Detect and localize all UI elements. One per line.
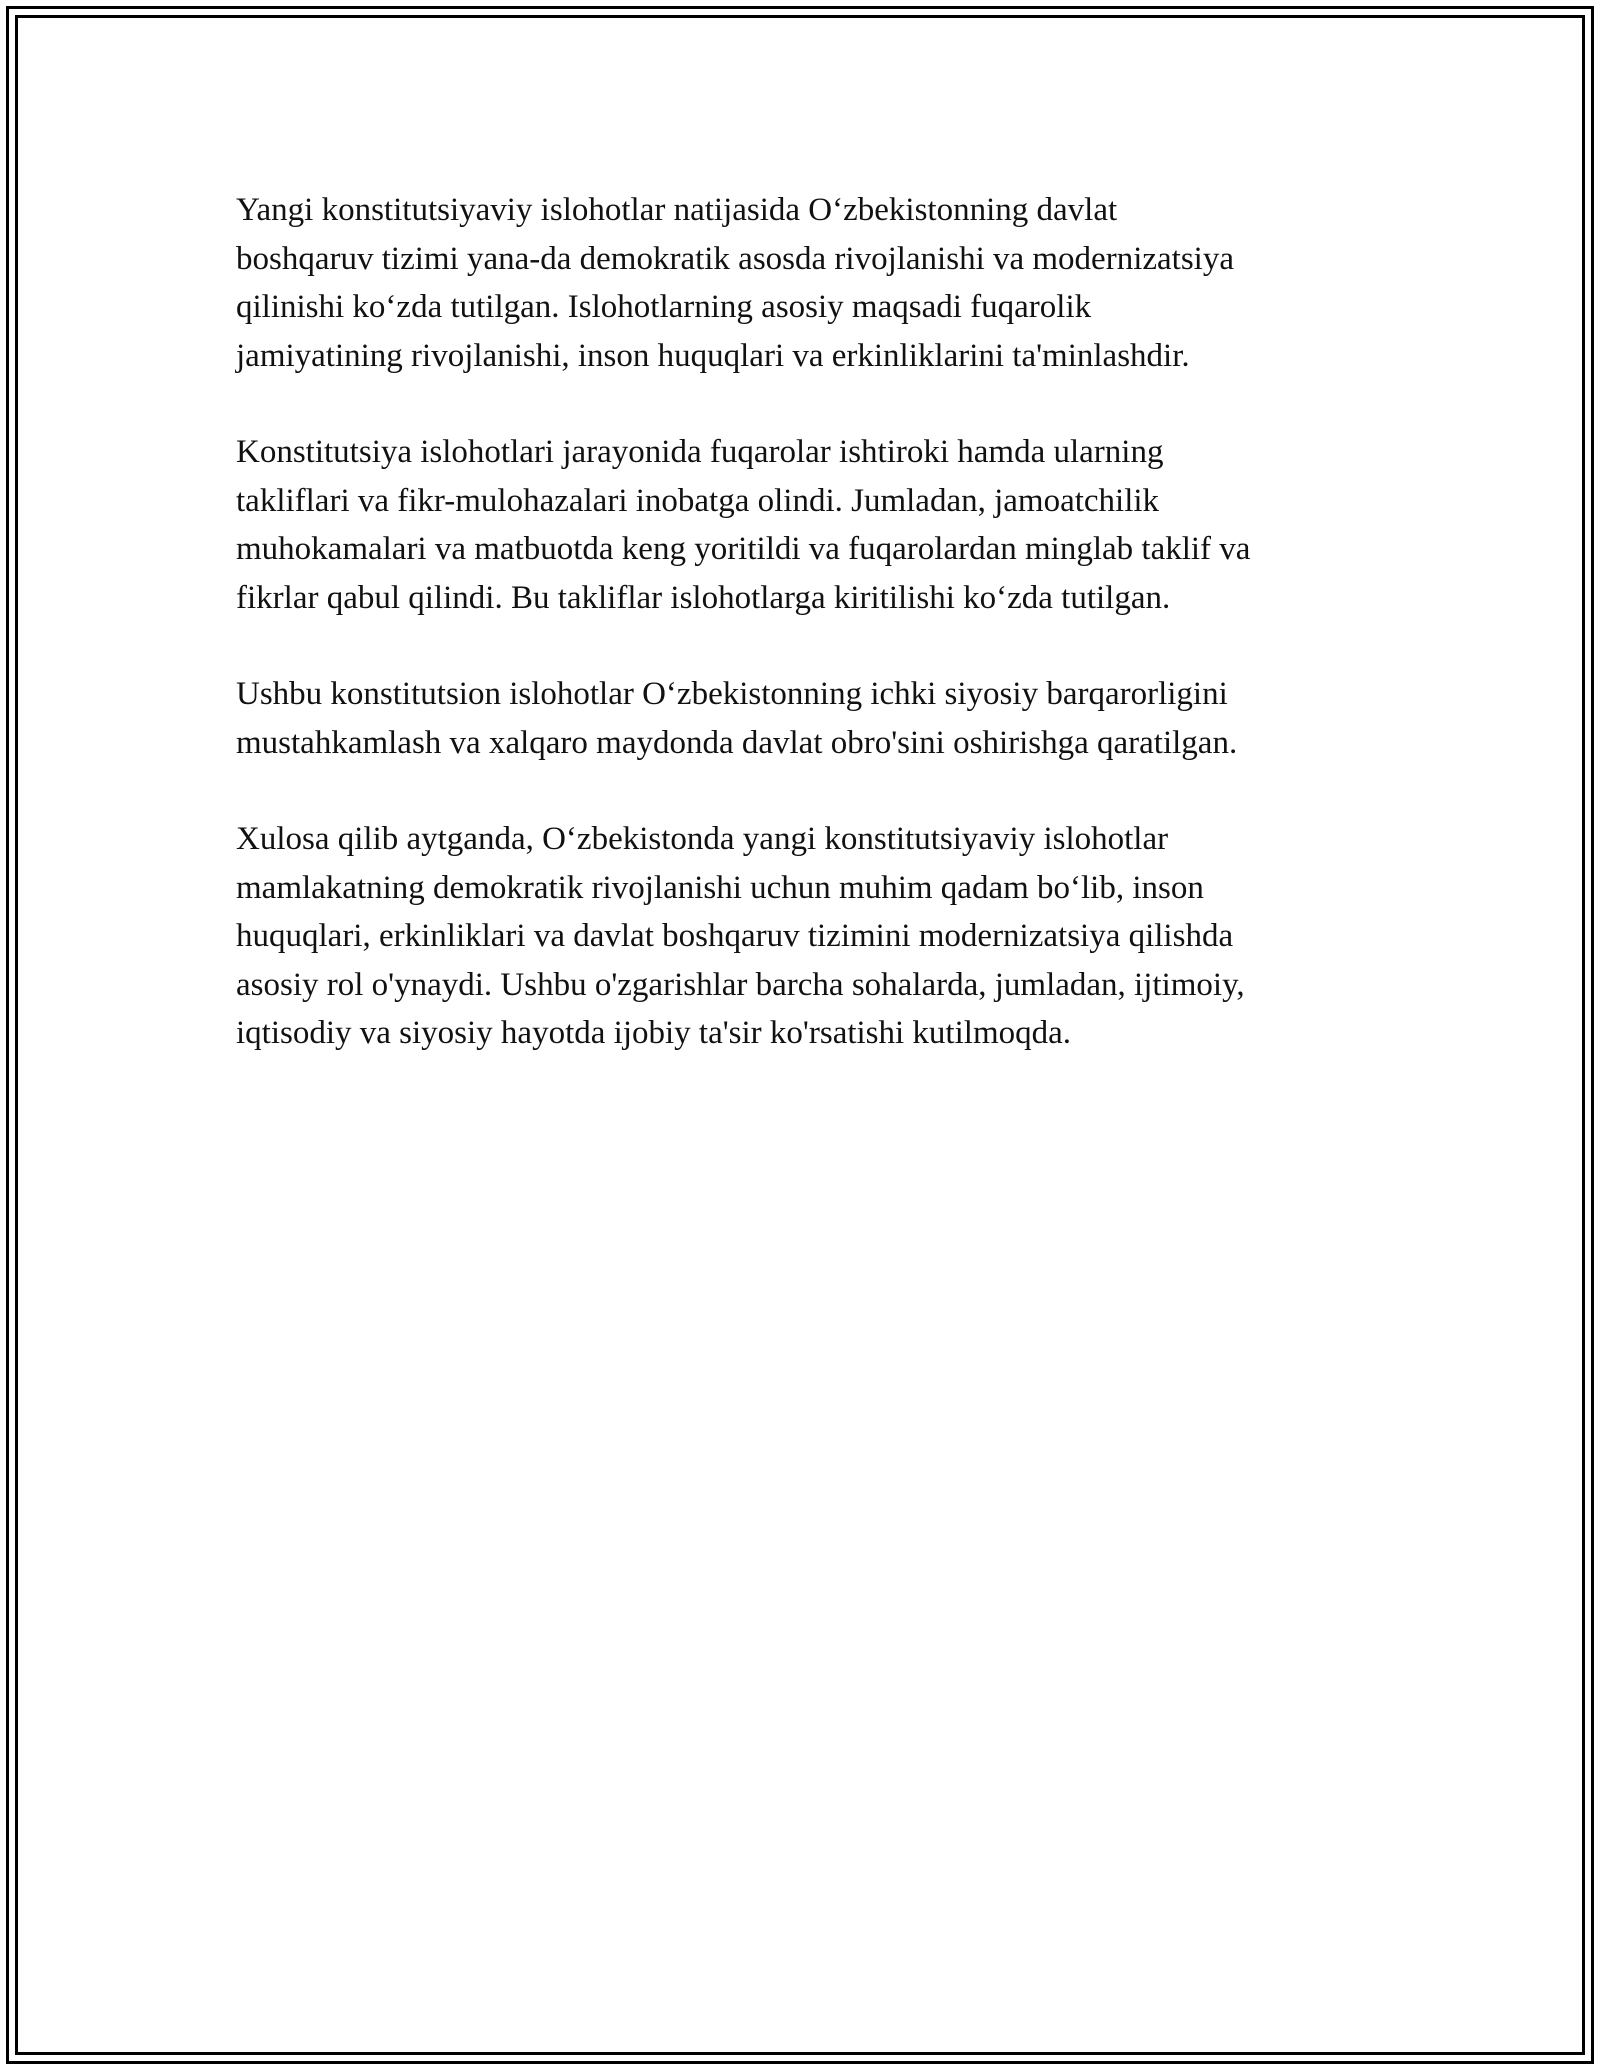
paragraph-line: takliflari va fikr-mulohazalari inobatga olindi. Jumladan, jamoatchilik	[236, 482, 1160, 519]
paragraph-3	[236, 670, 1376, 767]
paragraph-1	[236, 186, 1376, 380]
paragraph-line: mamlakatning demokratik rivojlanishi uchun muhim qadam bo‘lib, inson	[236, 869, 1204, 906]
paragraph-4	[236, 815, 1376, 1058]
paragraph-line: Yangi konstitutsiyaviy islohotlar natijasida O‘zbekistonning davlat	[236, 192, 1118, 228]
paragraph-line: qilinishi ko‘zda tutilgan. Islohotlarning asosiy maqsadi fuqarolik	[236, 289, 1092, 325]
document-body	[236, 186, 1376, 1106]
paragraph-line: huquqlari, erkinliklari va davlat boshqaruv tizimini modernizatsiya qilishda	[236, 918, 1234, 954]
paragraph-line: Ushbu konstitutsion islohotlar O‘zbekistonning ichki siyosiy barqarorligini	[236, 676, 1228, 712]
paragraph-line: iqtisodiy va siyosiy hayotda ijobiy ta'sir ko'rsatishi kutilmoqda.	[236, 1015, 1072, 1051]
paragraph-line: Konstitutsiya islohotlari jarayonida fuqarolar ishtiroki hamda ularning	[236, 434, 1164, 470]
paragraph-line: Xulosa qilib aytganda, O‘zbekistonda yangi konstitutsiyaviy islohotlar	[236, 821, 1169, 857]
paragraph-line: mustahkamlash va xalqaro maydonda davlat obro'sini oshirishga qaratilgan.	[236, 724, 1238, 761]
paragraph-line: boshqaruv tizimi yana-da demokratik asosda rivojlanishi va modernizatsiya	[236, 240, 1234, 277]
paragraph-2	[236, 428, 1376, 622]
paragraph-line: fikrlar qabul qilindi. Bu takliflar islohotlarga kiritilishi ko‘zda tutilgan.	[236, 579, 1171, 616]
paragraph-line: asosiy rol o'ynaydi. Ushbu o'zgarishlar barcha sohalarda, jumladan, ijtimoiy,	[236, 966, 1245, 1003]
paragraph-line: jamiyatining rivojlanishi, inson huquqlari va erkinliklarini ta'minlashdir.	[236, 337, 1190, 374]
paragraph-line: muhokamalari va matbuotda keng yoritildi va fuqarolardan minglab taklif va	[236, 531, 1251, 567]
